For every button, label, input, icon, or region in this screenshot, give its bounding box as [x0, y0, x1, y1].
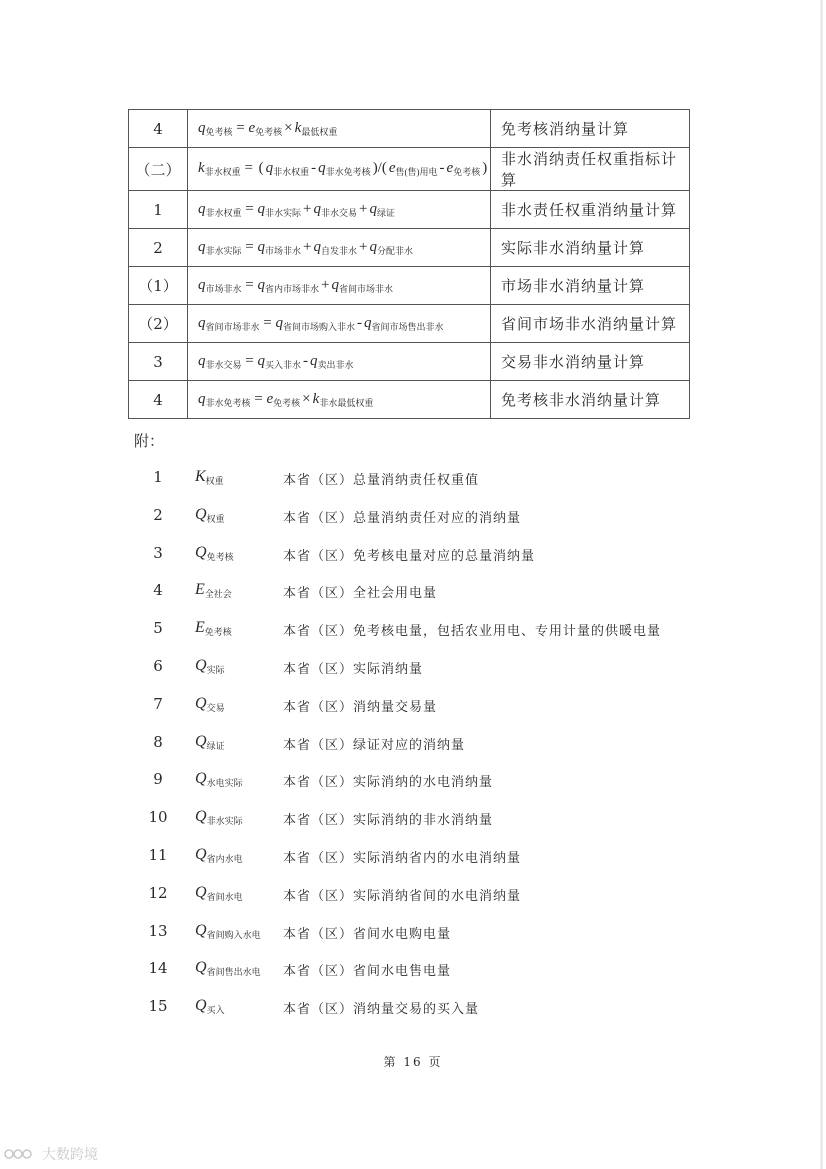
glossary-description: 本省（区）实际消纳省间的水电消纳量 [283, 889, 522, 904]
glossary-number: 7 [153, 695, 163, 713]
glossary-number: 15 [148, 997, 168, 1015]
row-formula: $q_{市场非水} = q_{省内市场非水} + q_{省间市场非水}$ [188, 267, 491, 305]
glossary-description: 本省（区）消纳量交易的买入量 [283, 1002, 480, 1017]
formula-operator: × [284, 119, 293, 136]
formula-operator: - [311, 160, 317, 176]
glossary-symbol: $Q_{买入}$ [195, 997, 225, 1015]
appendix-label: 附： [134, 432, 165, 450]
glossary-number: 2 [153, 506, 163, 524]
row-description: 省间市场非水消纳量计算 [491, 305, 690, 343]
formula-term: $q_{非水实际}$ [257, 200, 301, 218]
row-description: 免考核非水消纳量计算 [491, 381, 690, 419]
glossary-symbol: $Q_{水电实际}$ [195, 770, 243, 788]
formula-row [129, 229, 690, 267]
formula-row [129, 267, 690, 305]
formula-term: $q_{绿证}$ [369, 200, 395, 218]
glossary-number: 5 [153, 619, 163, 637]
formula-lhs: $q_{市场非水}$ [198, 276, 242, 294]
formula-operator: - [303, 352, 308, 369]
glossary-description: 本省（区）全社会用电量 [283, 586, 438, 601]
formula-operator: + [303, 238, 312, 255]
row-index: 4 [129, 110, 188, 148]
page-number: 第 16 页 [383, 1055, 443, 1069]
formula-operator: - [357, 314, 362, 331]
glossary-symbol: $Q_{绿证}$ [195, 733, 225, 751]
formula-term: $q_{买入非水}$ [257, 352, 301, 370]
glossary-description: 本省（区）实际消纳的水电消纳量 [283, 775, 494, 790]
formula-term: $q_{非水权重}$ [265, 160, 310, 177]
formula-row [129, 110, 690, 148]
glossary-symbol: $Q_{省间购入水电}$ [195, 922, 261, 940]
formula-term: $q_{非水交易}$ [313, 200, 357, 218]
formula-operator: + [358, 200, 368, 217]
formula-operator: + [358, 238, 368, 255]
glossary-symbol: $Q_{交易}$ [195, 695, 225, 713]
row-formula: $q_{非水权重} = q_{非水实际} + q_{非水交易} + q_{绿证}$ [188, 191, 491, 229]
glossary-number: 9 [153, 770, 163, 788]
formula-row [129, 148, 690, 191]
row-index: 1 [129, 191, 188, 229]
glossary-symbol: $Q_{免考核}$ [195, 544, 234, 562]
glossary-number: 3 [153, 544, 163, 562]
formula-term: $q_{市场非水}$ [257, 238, 301, 256]
formula-operator: ( [258, 160, 264, 176]
glossary-symbol: $Q_{非水实际}$ [195, 808, 243, 826]
row-description: 非水消纳责任权重指标计算 [491, 148, 690, 191]
formula-row [129, 343, 690, 381]
formula-table [128, 109, 690, 419]
formula-operator: + [303, 200, 312, 217]
glossary-description: 本省（区）免考核电量对应的总量消纳量 [283, 549, 536, 564]
formula-term: $q_{省间市场非水}$ [331, 276, 393, 294]
glossary-number: 11 [148, 846, 168, 864]
watermark [4, 1144, 98, 1164]
glossary-description: 本省（区）免考核电量，包括农业用电、专用计量的供暖电量 [283, 624, 662, 639]
row-formula: $k_{非水权重}$ = ( $q_{非水权重} - q_{非水免考核}$ )/( $e_{售(售)用电} - e_{免考核}$ ) [188, 148, 491, 191]
formula-term: $q_{非水免考核}$ [318, 160, 371, 177]
formula-term: $k_{最低权重}$ [294, 119, 338, 137]
formula-term: $e_{免考核}$ [446, 160, 481, 177]
formula-operator: + [321, 276, 330, 293]
glossary-description: 本省（区）实际消纳量 [283, 662, 424, 677]
glossary-description: 本省（区）实际消纳省内的水电消纳量 [283, 851, 522, 866]
glossary-number: 10 [148, 808, 168, 826]
glossary-description: 本省（区）总量消纳责任对应的消纳量 [283, 511, 522, 526]
glossary-description: 本省（区）总量消纳责任权重值 [283, 473, 480, 488]
row-formula: $q_{非水免考核} = e_{免考核} \times k_{非水最低权重}$ [188, 381, 491, 419]
glossary-description: 本省（区）实际消纳的非水消纳量 [283, 813, 494, 828]
row-index: 2 [129, 229, 188, 267]
glossary-number: 12 [148, 884, 168, 902]
glossary-symbol: $E_{免考核}$ [195, 619, 232, 637]
watermark-text: 大数跨境 [42, 1147, 98, 1163]
formula-operator: )/( [372, 160, 387, 176]
formula-lhs: $q_{非水免考核}$ [198, 390, 251, 408]
row-index: （二） [129, 148, 188, 191]
glossary-symbol: $Q_{权重}$ [195, 506, 225, 524]
glossary-symbol: $K_{权重}$ [195, 468, 224, 486]
glossary-symbol: $E_{全社会}$ [195, 581, 232, 599]
glossary-symbol: $Q_{省间水电}$ [195, 884, 243, 902]
formula-lhs: $q_{免考核}$ [198, 119, 233, 137]
formula-lhs: $q_{非水实际}$ [198, 238, 242, 256]
formula-lhs: $q_{非水权重}$ [198, 200, 242, 218]
row-description: 交易非水消纳量计算 [491, 343, 690, 381]
row-description: 实际非水消纳量计算 [491, 229, 690, 267]
formula-term: $e_{免考核}$ [266, 390, 301, 408]
row-formula: $q_{非水交易} = q_{买入非水} - q_{卖出非水}$ [188, 343, 491, 381]
glossary-symbol: $Q_{省间售出水电}$ [195, 959, 261, 977]
formula-lhs: $k_{非水权重}$ [198, 160, 241, 177]
formula-row [129, 381, 690, 419]
glossary-number: 13 [148, 922, 168, 940]
formula-operator: × [302, 390, 311, 407]
formula-term: $k_{非水最低权重}$ [312, 390, 374, 408]
formula-row [129, 191, 690, 229]
glossary-number: 4 [153, 581, 163, 599]
formula-term: $q_{省间市场购入非水}$ [275, 314, 355, 332]
page-crease-shadow [820, 0, 823, 1169]
formula-term: $e_{免考核}$ [248, 119, 283, 137]
formula-row [129, 305, 690, 343]
glossary-number: 1 [153, 468, 163, 486]
glossary-number: 14 [148, 959, 168, 977]
formula-term: $q_{省间市场售出非水}$ [364, 314, 444, 332]
row-description: 免考核消纳量计算 [491, 110, 690, 148]
row-index: （1） [129, 267, 188, 305]
row-description: 市场非水消纳量计算 [491, 267, 690, 305]
glossary-description: 本省（区）消纳量交易量 [283, 700, 438, 715]
formula-operator: ) [482, 160, 488, 176]
formula-lhs: $q_{省间市场非水}$ [198, 314, 260, 332]
formula-term: $q_{分配非水}$ [369, 238, 413, 256]
formula-operator: - [439, 160, 445, 176]
glossary-number: 8 [153, 733, 163, 751]
formula-term: $q_{省内市场非水}$ [257, 276, 319, 294]
glossary-number: 6 [153, 657, 163, 675]
row-formula: $q_{非水实际} = q_{市场非水} + q_{自发非水} + q_{分配非水}$ [188, 229, 491, 267]
formula-term: $q_{卖出非水}$ [310, 352, 354, 370]
row-formula: $q_{免考核} = e_{免考核} \times k_{最低权重}$ [188, 110, 491, 148]
glossary-symbol: $Q_{省内水电}$ [195, 846, 243, 864]
glossary-description: 本省（区）绿证对应的消纳量 [283, 738, 466, 753]
glossary-symbol: $Q_{实际}$ [195, 657, 225, 675]
glossary-description: 本省（区）省间水电购电量 [283, 927, 452, 942]
row-index: 4 [129, 381, 188, 419]
glossary-description: 本省（区）省间水电售电量 [283, 964, 452, 979]
row-index: （2） [129, 305, 188, 343]
formula-term: $q_{自发非水}$ [313, 238, 357, 256]
row-formula: $q_{省间市场非水} = q_{省间市场购入非水} - q_{省间市场售出非水}$ [188, 305, 491, 343]
row-description: 非水责任权重消纳量计算 [491, 191, 690, 229]
brand-logo-icon [4, 1147, 38, 1161]
row-index: 3 [129, 343, 188, 381]
formula-term: $e_{售(售)用电}$ [388, 160, 438, 177]
formula-lhs: $q_{非水交易}$ [198, 352, 242, 370]
